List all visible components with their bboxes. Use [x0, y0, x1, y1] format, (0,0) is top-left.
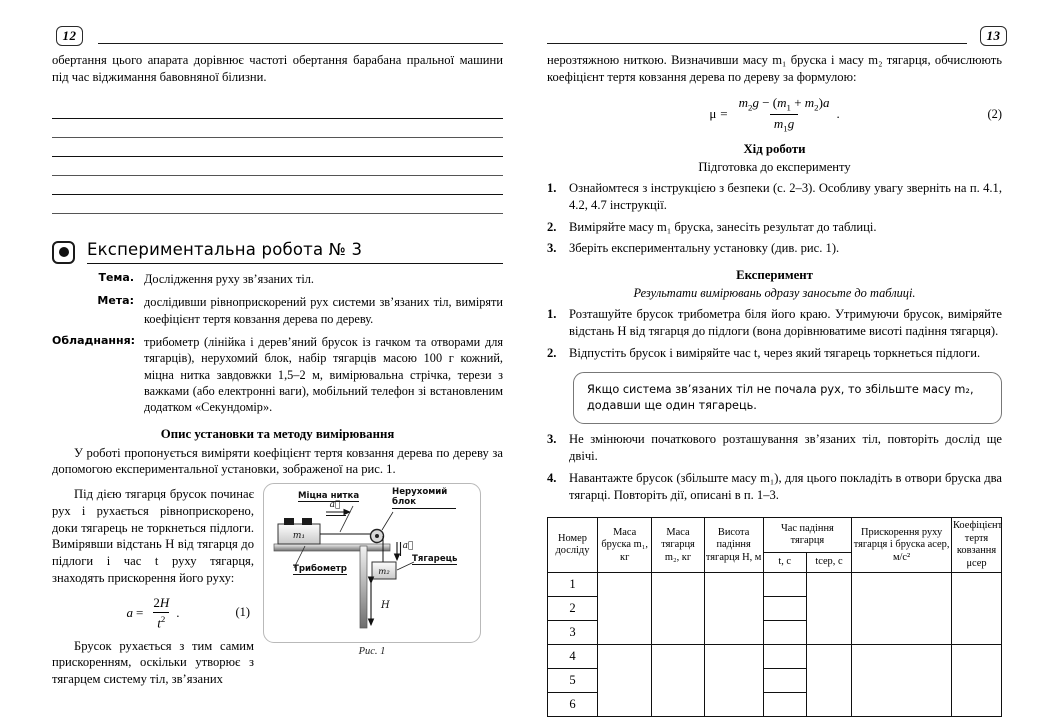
- figure-label-tribometer: Трибометр: [293, 564, 347, 575]
- equation-2-denominator: $m_1g$: [770, 114, 798, 134]
- step-text: Ознайомтеся з інструкцією з безпеки (с. 2–3). Особливу увагу зверніть на п. 4.1, 4.2, 4.7 інструкції.: [569, 181, 1002, 212]
- header-rule-right: [547, 43, 967, 44]
- cell-mass-block[interactable]: [597, 573, 651, 645]
- cell-time-t[interactable]: [763, 669, 806, 693]
- list-item: [547, 240, 1002, 257]
- list-item: [547, 306, 1002, 339]
- list-item: [547, 345, 1002, 362]
- experiment-figure: [263, 483, 481, 643]
- right-page: [525, 0, 1050, 712]
- cell-height[interactable]: [704, 573, 763, 645]
- results-table[interactable]: [547, 517, 1002, 717]
- col-header-index: Номер досліду: [548, 518, 598, 573]
- page-number-right: 13: [980, 26, 1007, 46]
- cell-acceleration[interactable]: [852, 645, 952, 717]
- col-header-mass-block: Маса бруска m₁, кг: [597, 518, 651, 573]
- procedure-heading: Хід роботи: [743, 142, 806, 157]
- theme-value: Дослідження руху зв’язаних тіл.: [144, 272, 314, 286]
- cell-mass-block[interactable]: [597, 645, 651, 717]
- equation-2-number: (2): [987, 106, 1002, 121]
- work-title: Експериментальна робота № 3: [87, 240, 363, 259]
- col-header-fall-time-group: Час падіння тягарця: [763, 518, 852, 553]
- equation-2-lhs: μ: [709, 106, 717, 122]
- svg-text:m₂: m₂: [378, 567, 390, 578]
- experiment-heading: Експеримент: [736, 268, 813, 283]
- equipment-label: Обладнання:: [52, 334, 136, 348]
- figure-label-weight: Тягарець: [412, 554, 458, 565]
- setup-paragraph-1: У роботі пропонується виміряти коефіцієнт тертя ковзання дерева по дереву за допомогою експериментальної установки, зображеної на рис. 1.: [52, 445, 503, 477]
- svg-text:a⃗: a⃗: [402, 541, 414, 552]
- preparation-steps: [547, 180, 1002, 257]
- col-header-time-t: t, с: [763, 553, 806, 573]
- col-header-time-avg: tсер, с: [806, 553, 851, 573]
- blank-line[interactable]: [52, 138, 503, 157]
- equation-1-denominator: $t^2$: [153, 612, 169, 632]
- row-index: 1: [548, 573, 598, 597]
- theme-label: Тема.: [98, 271, 134, 284]
- cell-time-avg[interactable]: [806, 573, 851, 645]
- step-text: Відпустіть брусок і виміряйте час t, через який тягарець торкнеться підлоги.: [569, 345, 981, 360]
- experiment-steps-a: [547, 306, 1002, 361]
- step-number: 2.: [547, 345, 557, 360]
- step-number: 1.: [547, 181, 557, 196]
- row-index: 3: [548, 621, 598, 645]
- step-number: 3.: [547, 241, 557, 256]
- col-header-acceleration: Прискорення руху тягарця і бруска aсер, м/с²: [852, 518, 952, 573]
- step-number: 4.: [547, 470, 557, 485]
- step-text: Виміряйте масу m₁ бруска, занесіть результат до таблиці.: [569, 219, 877, 234]
- list-item: [547, 180, 1002, 213]
- cell-time-t[interactable]: [763, 693, 806, 717]
- left-top-paragraph: обертання цього апарата дорівнює частоті обертання барабана пральної машини під час віджимання бавовняної білизни.: [52, 53, 503, 84]
- cell-time-t[interactable]: [763, 573, 806, 597]
- table-header-row: [548, 518, 1002, 553]
- row-index: 6: [548, 693, 598, 717]
- step-number: 2.: [547, 219, 557, 234]
- step-text: Не змінюючи початкового розташування зв’язаних тіл, повторіть дослід ще двічі.: [569, 432, 1002, 464]
- right-top-paragraph: нерозтяжною ниткою. Визначивши масу m₁ бруска і масу m₂ тягарця, обчислюють коефіцієнт тертя ковзання дерева по дереву за формулою:: [547, 53, 1002, 84]
- cell-time-t[interactable]: [763, 621, 806, 645]
- row-index: 4: [548, 645, 598, 669]
- list-item: [547, 431, 1002, 464]
- cell-friction[interactable]: [952, 573, 1002, 645]
- lower-text-column: [52, 483, 254, 688]
- equation-1-lhs: a: [126, 604, 133, 620]
- lower-two-column: [52, 483, 503, 688]
- table-row[interactable]: [548, 573, 1002, 597]
- col-header-friction: Коефіцієнт тертя ковзання μсер: [952, 518, 1002, 573]
- svg-text:m₁: m₁: [292, 531, 306, 542]
- list-item: [547, 470, 1002, 503]
- figure-label-thread: Міцна нитка: [298, 491, 360, 502]
- preparation-heading: Підготовка до експерименту: [698, 160, 851, 175]
- svg-text:a⃗: a⃗: [329, 500, 341, 511]
- col-header-height: Висота падіння тягарця H, м: [704, 518, 763, 573]
- col-header-mass-weight: Маса тягарця m₂, кг: [652, 518, 704, 573]
- step-text: Навантажте брусок (збільште масу m₁), для цього покладіть в отвори бруска два тягарці. Повторіть дії, описані в п. 1–3.: [569, 470, 1002, 502]
- step-number: 3.: [547, 432, 557, 447]
- cell-acceleration[interactable]: [852, 573, 952, 645]
- definition-row-equipment: [52, 334, 503, 416]
- cell-mass-weight[interactable]: [652, 573, 704, 645]
- equipment-value: трибометр (лінійка і дерев’яний брусок із гачком та отворами для тягарців), нерухомий блок, набір тягарців масою 100 г кожний, міцна нитка завдовжки 1,5–2 м, вимірювальна стрічка, терези з важками (або електронні ваги), мобільний телефон зі встановленим додатком «Секундомір».: [144, 335, 503, 415]
- figure-wrapper: [263, 483, 481, 688]
- experimental-work-header: [52, 240, 503, 264]
- left-page: [0, 0, 525, 689]
- setup-description-heading: Опис установки та методу вимірювання: [160, 426, 395, 441]
- svg-text:H: H: [381, 600, 390, 612]
- equation-1: a = $\frac{2H}{t^2}$ . (1): [126, 594, 250, 631]
- equation-2-numerator: $m_2g - (m_1 + m_2)a$: [738, 95, 830, 113]
- title-underline: [87, 263, 503, 264]
- blank-answer-lines[interactable]: [52, 100, 503, 214]
- cell-time-avg[interactable]: [806, 645, 851, 717]
- equation-1-numerator: 2H: [153, 594, 170, 610]
- equation-1-number: (1): [235, 605, 250, 620]
- experiment-steps-b: [547, 431, 1002, 503]
- figure-label-pulley: Нерухомий блок: [392, 488, 456, 509]
- goal-value: дослідивши рівноприскорений рух системи зв’язаних тіл, виміряти коефіцієнт тертя ковзання дерева по дереву.: [144, 295, 503, 326]
- blank-line[interactable]: [52, 176, 503, 195]
- cell-friction[interactable]: [952, 645, 1002, 717]
- blank-line[interactable]: [52, 157, 503, 176]
- blank-line[interactable]: [52, 119, 503, 138]
- cell-time-t[interactable]: [763, 597, 806, 621]
- page-number-left: 12: [56, 26, 83, 46]
- cell-height[interactable]: [704, 645, 763, 717]
- hint-callout: Якщо система зв’язаних тіл не почала рух, то збільште масу m₂, додавши ще один тягарець.: [573, 372, 1002, 424]
- figure-caption: Рис. 1: [358, 646, 386, 658]
- step-number: 1.: [547, 307, 557, 322]
- filled-circle-icon: [52, 241, 75, 264]
- header-rule-left: [98, 43, 503, 44]
- experiment-note: Результати вимірювань одразу заносьте до таблиці.: [633, 286, 916, 301]
- step-text: Розташуйте брусок трибометра біля його краю. Утримуючи брусок, виміряйте відстань H від тягарця до підлоги (вона дорівнюватиме висоті падіння тягарця).: [569, 307, 1002, 338]
- definition-row-theme: [52, 271, 503, 287]
- equation-2: μ = $\frac{m_2g - (m_1 + m_2)a}{m_1g}$ . (2): [709, 95, 1002, 134]
- row-index: 2: [548, 597, 598, 621]
- row-index: 5: [548, 669, 598, 693]
- cell-mass-weight[interactable]: [652, 645, 704, 717]
- list-item: [547, 219, 1002, 236]
- setup-paragraph-3: Брусок рухається з тим самим прискоренням, оскільки утворює з тягарцем систему тіл, зв’язаних: [52, 638, 254, 686]
- definition-row-goal: [52, 294, 503, 327]
- table-row[interactable]: [548, 645, 1002, 669]
- blank-line[interactable]: [52, 195, 503, 214]
- cell-time-t[interactable]: [763, 645, 806, 669]
- blank-line[interactable]: [52, 100, 503, 119]
- goal-label: Мета:: [97, 294, 134, 308]
- setup-paragraph-2: Під дією тягарця брусок починає рух і рухається рівноприскорено, доки тягарець не торкнеться підлоги. Вимірявши відстань H від тягарця до підлоги і час t руху тягарця, знаходять прискорення його руху:: [52, 487, 254, 585]
- step-text: Зберіть експериментальну установку (див. рис. 1).: [569, 241, 840, 256]
